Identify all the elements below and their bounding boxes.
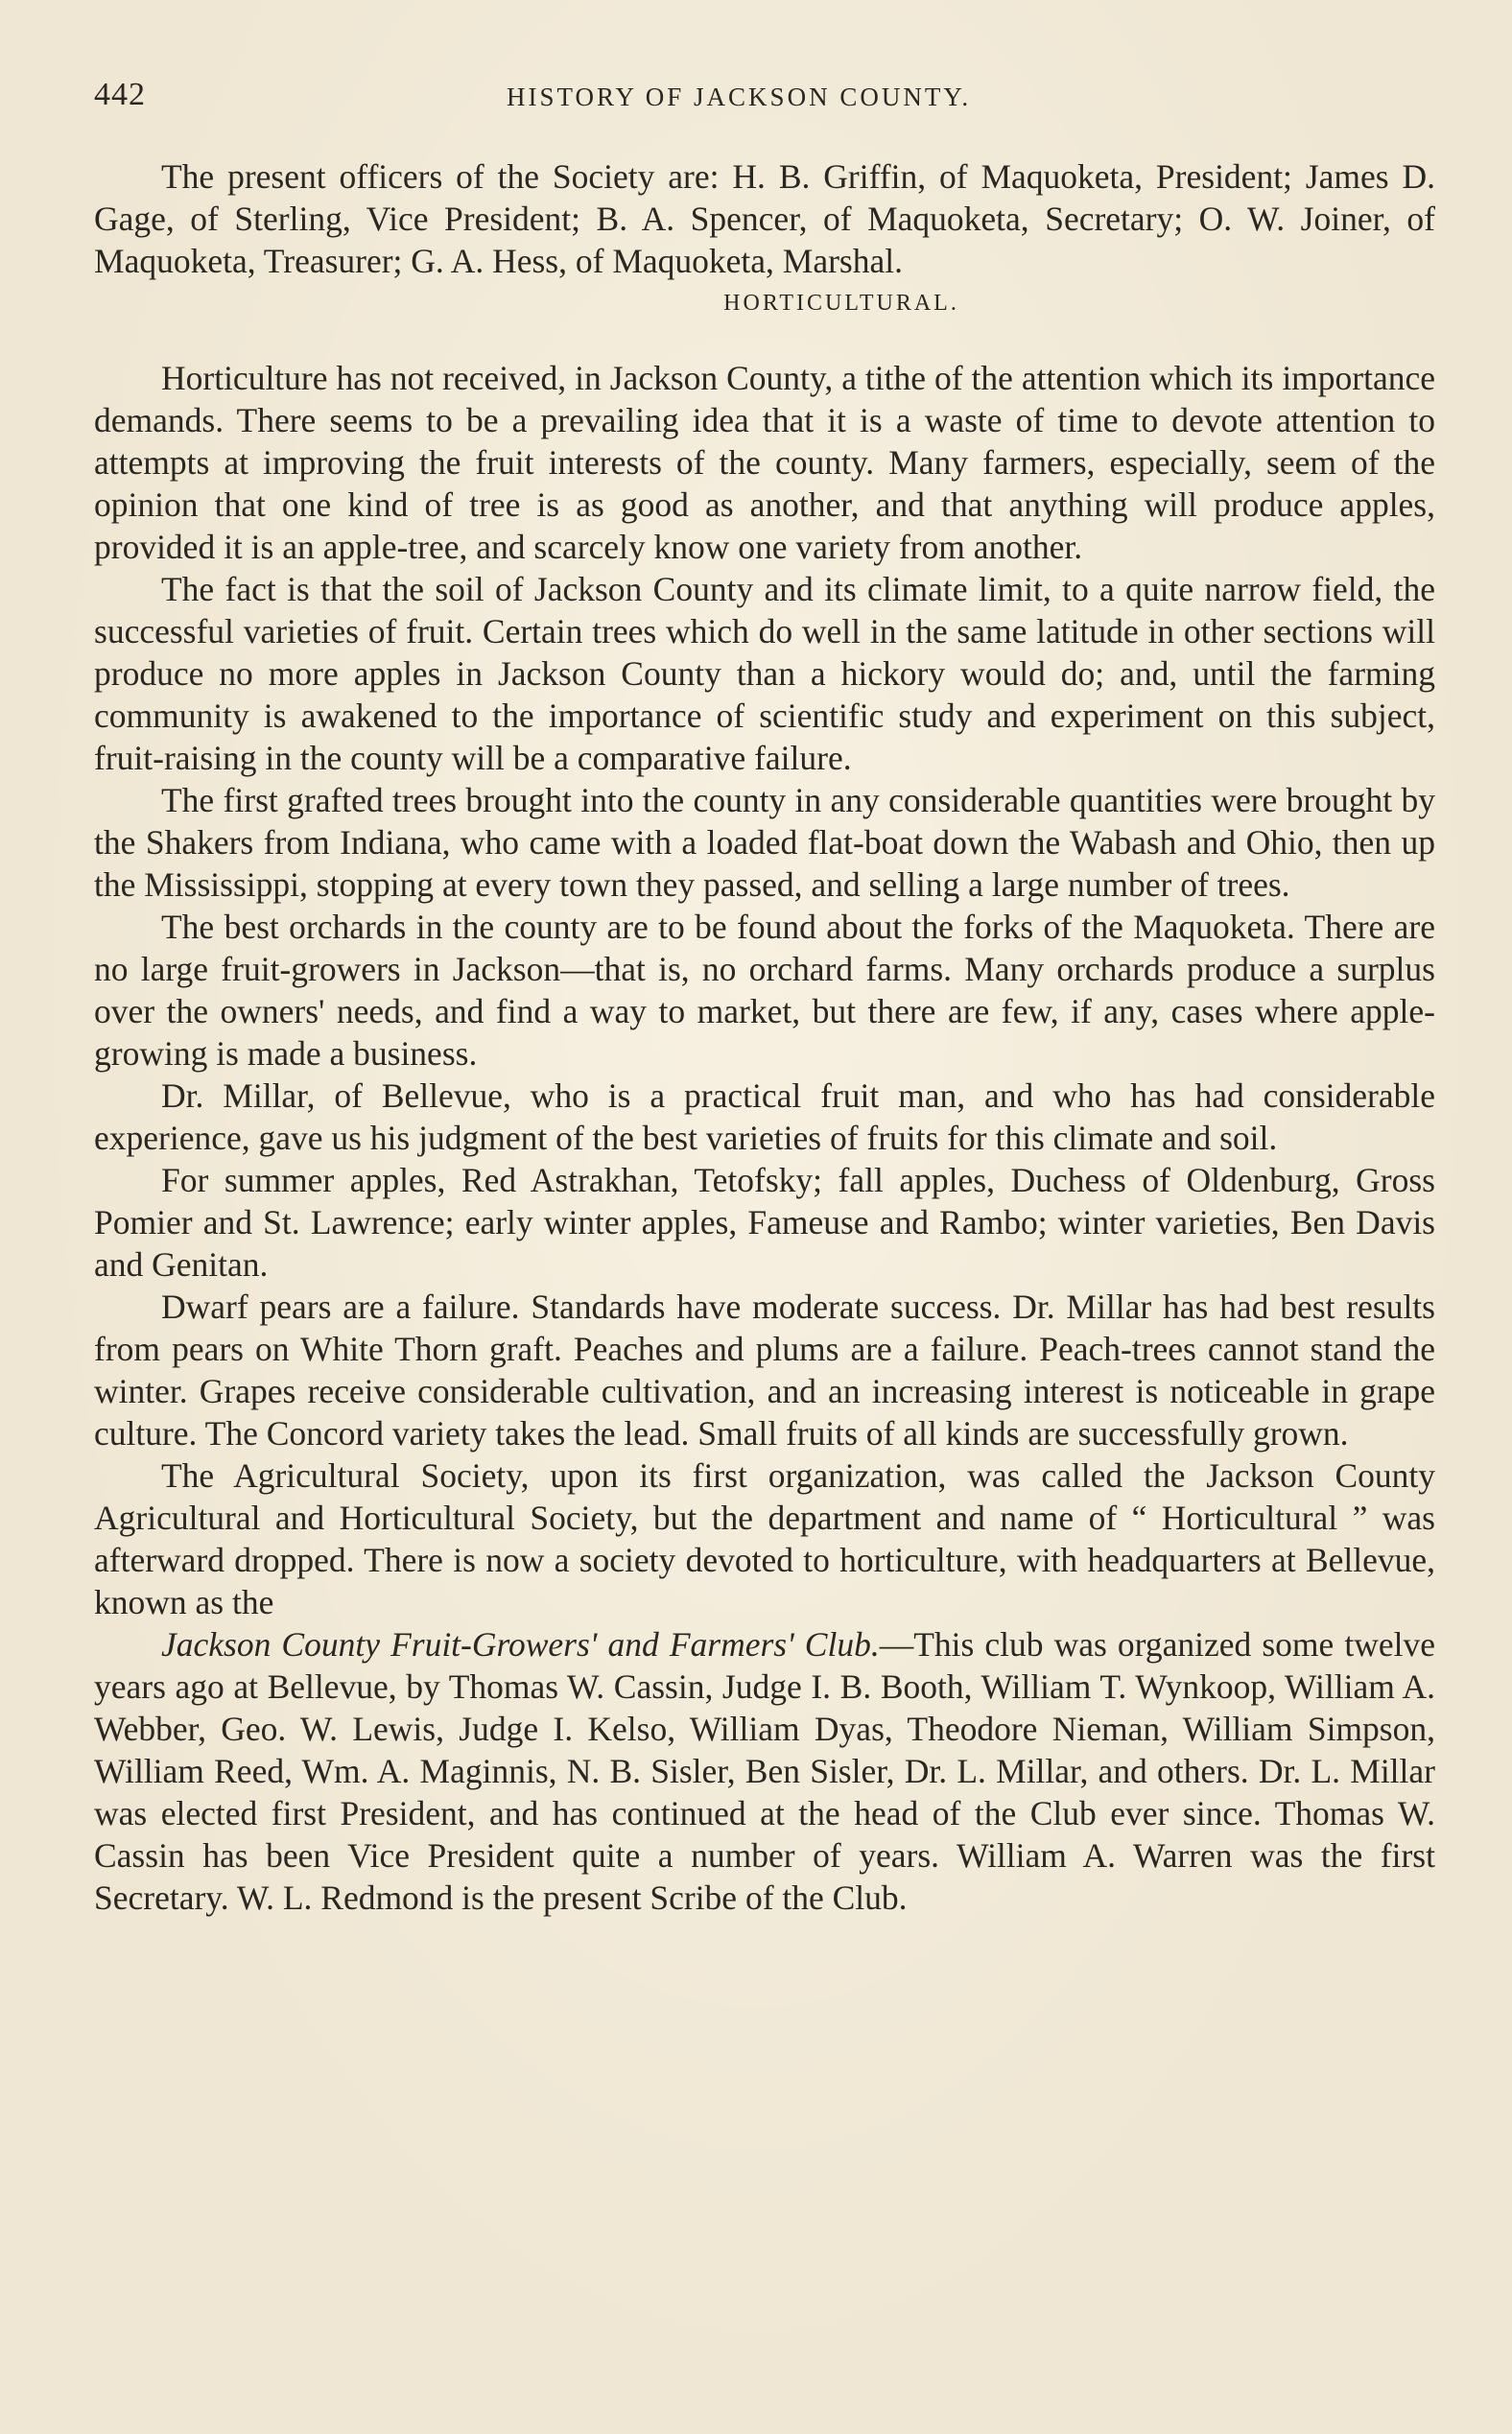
running-head: HISTORY OF JACKSON COUNTY. [507,83,972,111]
soil-paragraph: The fact is that the soil of Jackson County and its climate limit, to a quite narrow field, the successful varieties of fruit. Certain trees which do well in the same latitude in other sections will produce no more apples in Jackson County than a hickory would do; and, until the farming community is awakened to the importance of scientific study and experiment on this subject, fruit-raising in the county will be a comparative failure. [94,570,1435,777]
society-paragraph: The Agricultural Society, upon its first organization, was called the Jackson County Agricultural and Horticultural Society, but the department and name of “ Horticultural ” was afterward dropped. There is now a society devoted to horticulture, with headquarters at Bellevue, known as the [94,1456,1435,1621]
club-paragraph [94,1623,1435,1919]
officers-paragraph: The present officers of the Society are: H. B. Griffin, of Maquoketa, President; James D. Gage, of Sterling, Vice President; B. A. Spencer, of Maquoketa, Secretary; O. W. Joiner, of Maquoketa, Treasurer; G. A. Hess, of Maquoketa, Marshal. [94,157,1435,280]
orchards-paragraph: The best orchards in the county are to be found about the forks of the Maquoketa. There are no large fruit-growers in Jackson—that is, no orchard farms. Many orchards produce a surplus over the owners' needs, and find a way to market, but there are few, if any, cases where apple-growing is made a business. [94,908,1435,1073]
club-name: Jackson County Fruit-Growers' and Farmers' Club. [161,1625,880,1664]
page-body [94,155,1435,1919]
page-header [94,77,1437,125]
club-description: —This club was organized some twelve years ago at Bellevue, by Thomas W. Cassin, Judge I. B. Booth, William T. Wynkoop, William A. Webber, Geo. W. Lewis, Judge I. Kelso, William Dyas, Theodore Nieman, William Simpson, William Reed, Wm. A. Maginnis, N. B. Sisler, Ben Sisler, Dr. L. Millar, and others. Dr. L. Millar was elected first President, and has continued at the head of the Club ever since. Thomas W. Cassin has been Vice President quite a number of years. William A. Warren was the first Secretary. W. L. Redmond is the present Scribe of the Club. [94,1625,1435,1917]
pears-paragraph: Dwarf pears are a failure. Standards have moderate success. Dr. Millar has had best results from pears on White Thorn graft. Peaches and plums are a failure. Peach-trees cannot stand the winter. Grapes receive considerable cultivation, and an increasing interest is noticeable in grape culture. The Concord variety takes the lead. Small fruits of all kinds are successfully grown. [94,1288,1435,1453]
millar-paragraph: Dr. Millar, of Bellevue, who is a practical fruit man, and who has had considerable experience, gave us his judgment of the best varieties of fruits for this climate and soil. [94,1076,1435,1157]
horticulture-paragraph: Horticulture has not received, in Jackson County, a tithe of the attention which its importance demands. There seems to be a prevailing idea that it is a waste of time to devote attention to attempts at improving the fruit interests of the county. Many farmers, especially, seem of the opinion that one kind of tree is as good as another, and that anything will produce apples, provided it is an apple-tree, and scarcely know one variety from another. [94,359,1435,566]
apple-varieties-paragraph: For summer apples, Red Astrakhan, Tetofsky; fall apples, Duchess of Oldenburg, Gross Pomier and St. Lawrence; early winter apples, Fameuse and Rambo; winter varieties, Ben Davis and Genitan. [94,1161,1435,1284]
page-number: 442 [94,77,146,112]
section-heading-horticultural: HORTICULTURAL. [723,291,959,316]
grafted-trees-paragraph: The first grafted trees brought into the county in any considerable quantities were brought by the Shakers from Indiana, who came with a loaded flat-boat down the Wabash and Ohio, then up the Mississippi, stopping at every town they passed, and selling a large number of trees. [94,781,1435,904]
